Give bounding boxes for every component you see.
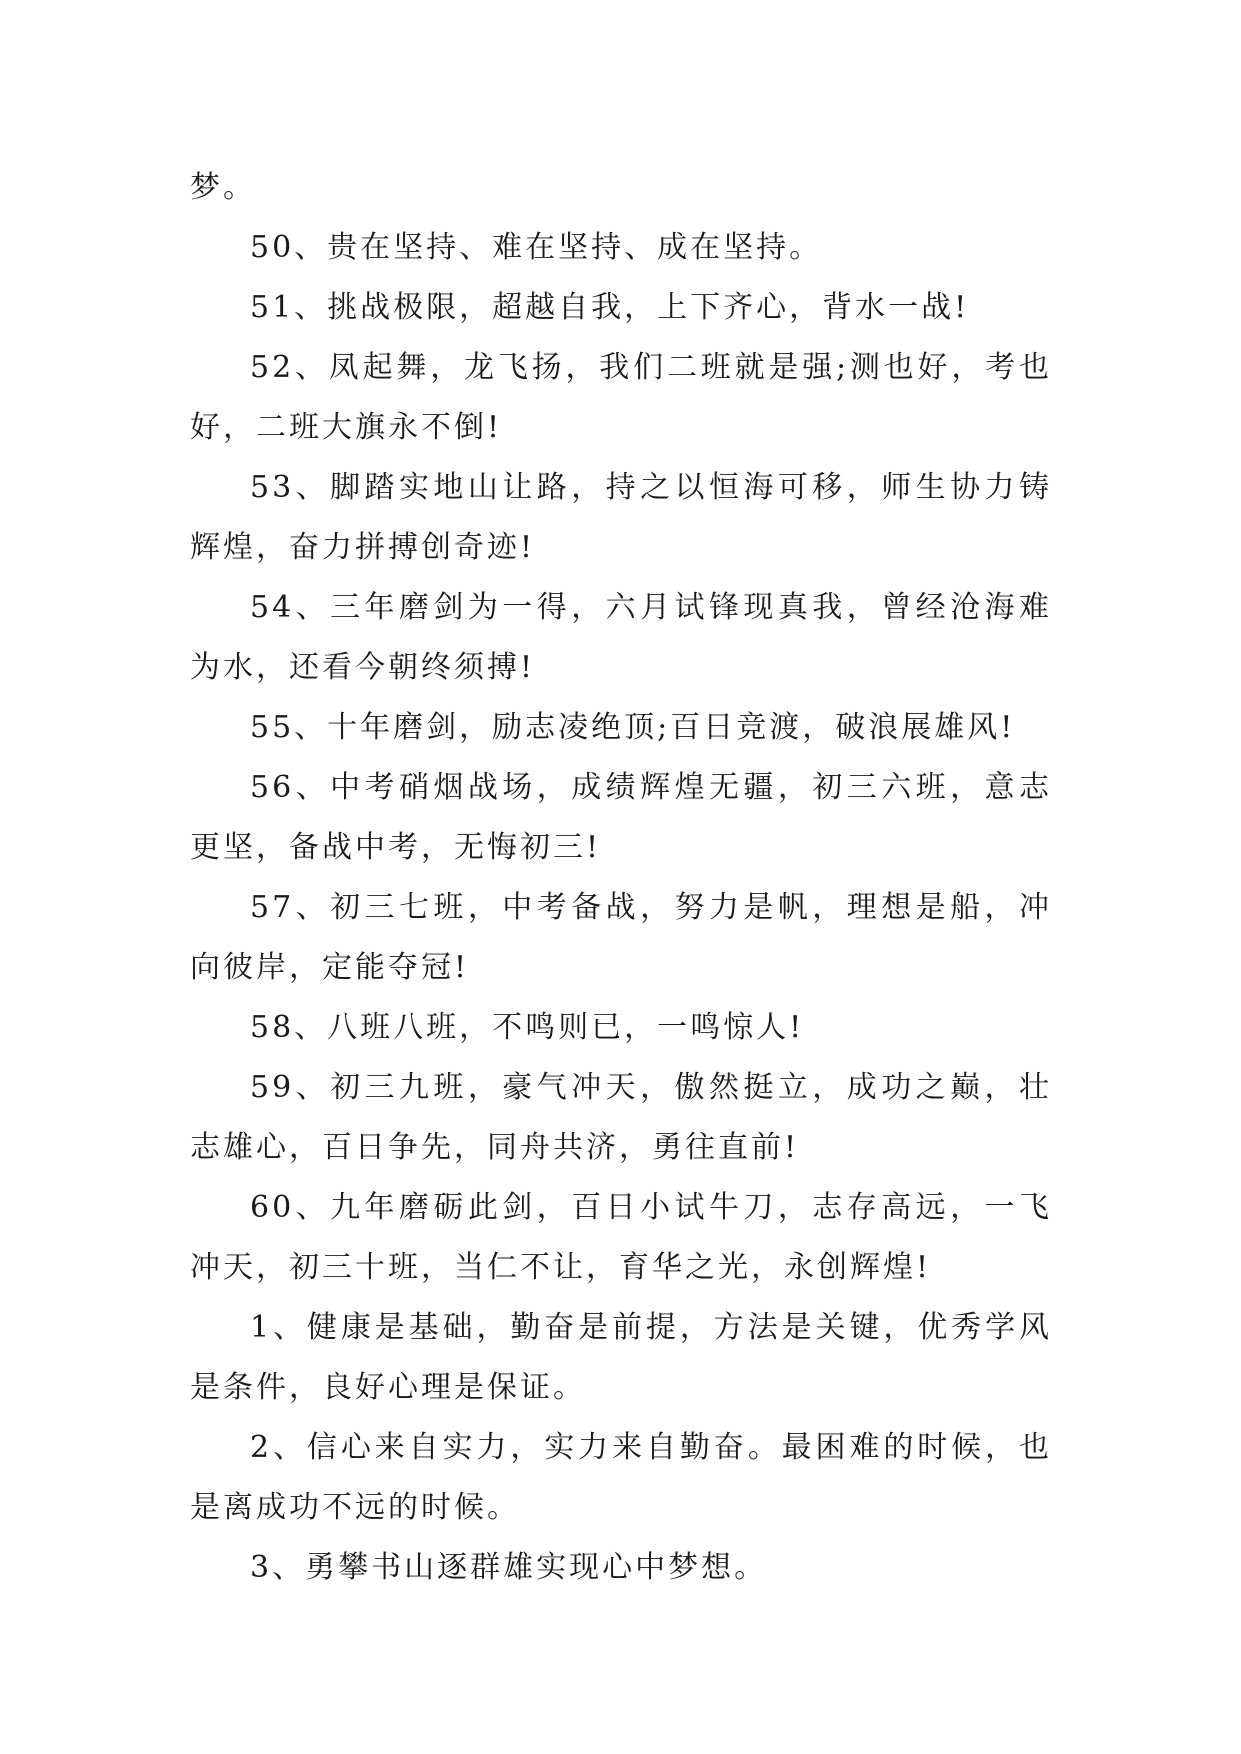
paragraph-item-1: 1、健康是基础，勤奋是前提，方法是关键，优秀学风是条件，良好心理是保证。: [190, 1310, 1052, 1405]
paragraph-item-57: 57、初三七班，中考备战，努力是帆，理想是船，冲向彼岸，定能夺冠!: [190, 890, 1052, 985]
paragraph-item-58: 58、八班八班，不鸣则已，一鸣惊人!: [250, 1010, 805, 1045]
paragraph-item-3: 3、勇攀书山逐群雄实现心中梦想。: [250, 1550, 768, 1585]
paragraph-item-52: 52、凤起舞，龙飞扬，我们二班就是强;测也好，考也好，二班大旗永不倒!: [190, 350, 1052, 445]
paragraph-item-56: 56、中考硝烟战场，成绩辉煌无疆，初三六班，意志更坚，备战中考，无悔初三!: [190, 770, 1052, 865]
document-body: [190, 158, 1052, 1598]
paragraph-item-54: 54、三年磨剑为一得，六月试锋现真我，曾经沧海难为水，还看今朝终须搏!: [190, 590, 1052, 685]
paragraph-item-53: 53、脚踏实地山让路，持之以恒海可移，师生协力铸辉煌，奋力拼搏创奇迹!: [190, 470, 1052, 565]
paragraph-continuation: 梦。: [190, 170, 256, 205]
paragraph-item-51: 51、挑战极限，超越自我，上下齐心，背水一战!: [250, 290, 970, 325]
paragraph-item-59: 59、初三九班，豪气冲天，傲然挺立，成功之巅，壮志雄心，百日争先，同舟共济，勇往直前!: [190, 1070, 1052, 1165]
paragraph-item-55: 55、十年磨剑，励志凌绝顶;百日竞渡，破浪展雄风!: [250, 710, 1016, 745]
paragraph-item-60: 60、九年磨砺此剑，百日小试牛刀，志存高远，一飞冲天，初三十班，当仁不让，育华之光，永创辉煌!: [190, 1190, 1052, 1285]
paragraph-item-50: 50、贵在坚持、难在坚持、成在坚持。: [250, 230, 823, 265]
paragraph-item-2: 2、信心来自实力，实力来自勤奋。最困难的时候，也是离成功不远的时候。: [190, 1430, 1052, 1525]
